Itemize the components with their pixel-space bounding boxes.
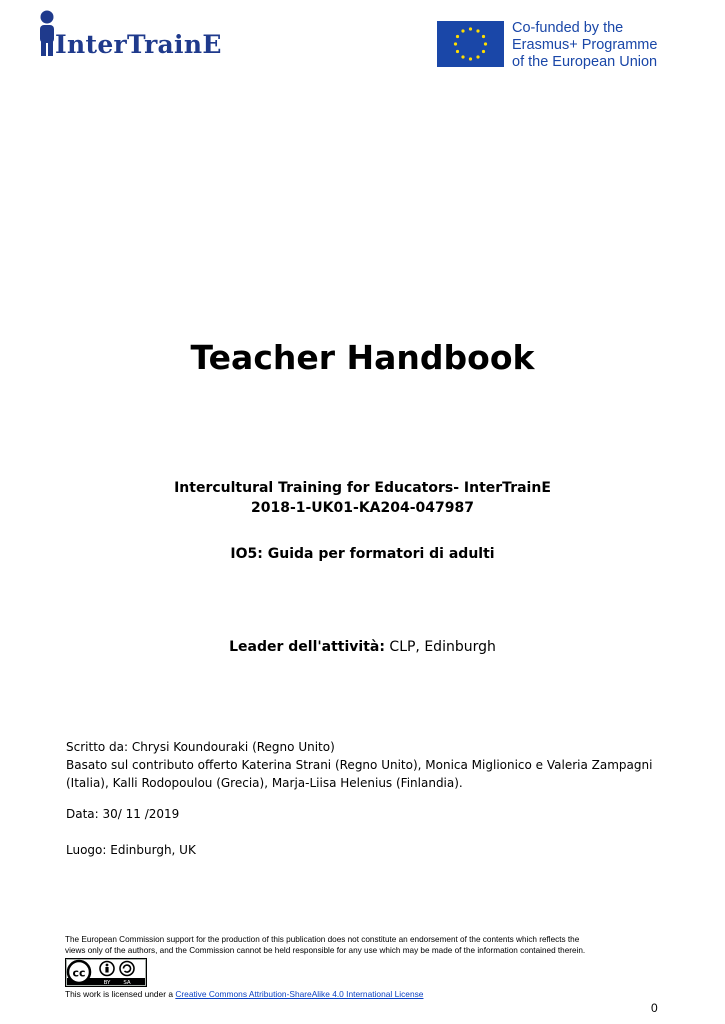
cc-by-label: BY <box>103 980 111 986</box>
disclaimer-line-1: The European Commission support for the production of this publication does not constitute an endorsement of the contents which reflects the <box>65 935 580 944</box>
author-line-1: Scritto da: Chrysi Koundouraki (Regno Unito) <box>66 740 335 754</box>
ec-disclaimer <box>65 934 663 956</box>
project-subtitle <box>0 478 725 518</box>
eu-flag-icon <box>437 21 504 67</box>
author-line-3: (Italia), Kalli Rodopoulou (Grecia), Marja-Liisa Helenius (Finlandia). <box>66 776 463 790</box>
cofunded-text <box>512 20 657 71</box>
svg-text:cc: cc <box>72 966 86 980</box>
cc-license-badge-icon[interactable] <box>65 958 147 987</box>
leader-value: CLP, Edinburgh <box>384 639 496 655</box>
activity-leader <box>0 639 725 655</box>
subtitle-line-1: Intercultural Training for Educators- InterTrainE <box>174 480 551 496</box>
date-line: Data: 30/ 11 /2019 <box>66 807 180 821</box>
cofunded-line-1: Co-funded by the <box>512 20 624 36</box>
place-line: Luogo: Edinburgh, UK <box>66 843 196 857</box>
author-line-2: Basato sul contributo offerto Katerina Strani (Regno Unito), Monica Miglionico e Valeria Zampagni <box>66 758 653 772</box>
cofunded-line-2: Erasmus+ Programme <box>512 37 658 53</box>
license-line <box>65 989 423 999</box>
authors-block <box>66 738 666 792</box>
intertraine-logo <box>37 6 237 62</box>
leader-label: Leader dell'attività: <box>229 639 385 655</box>
logo-text: InterTrainE <box>55 30 222 59</box>
disclaimer-line-2: views only of the authors, and the Commission cannot be held responsible for any use which may be made of the information contained therein. <box>65 946 586 955</box>
cofunded-line-3: of the European Union <box>512 54 658 70</box>
project-code: 2018-1-UK01-KA204-047987 <box>250 500 474 516</box>
page-number: 0 <box>651 1001 658 1015</box>
io5-heading: IO5: Guida per formatori di adulti <box>230 546 495 562</box>
document-title: Teacher Handbook <box>190 338 535 377</box>
license-prefix: This work is licensed under a <box>65 989 176 999</box>
license-link[interactable]: Creative Commons Attribution-ShareAlike 4.0 International License <box>175 989 424 999</box>
cc-sa-label: SA <box>123 980 131 986</box>
